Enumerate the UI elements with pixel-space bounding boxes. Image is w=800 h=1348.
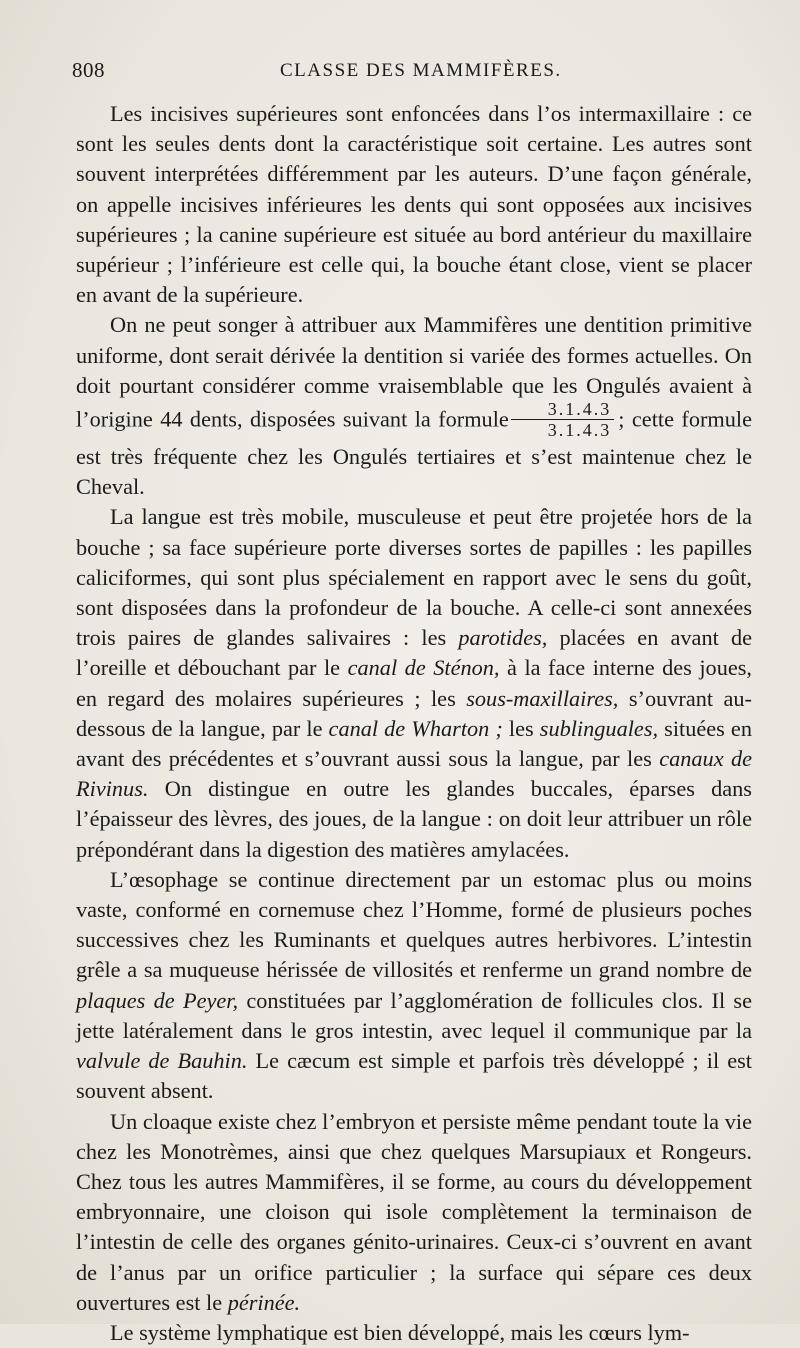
dental-formula-numerator: 3.1.4.3	[511, 399, 615, 420]
paragraph-text: placées en avant de l’oreille et débouchant par le	[76, 625, 753, 681]
paragraph-text: La langue est très mobile, musculeuse et peut être projetée hors de la bouche ; sa face supérieure porte diverses sortes de papilles : les papilles caliciformes, qui sont plus spécialement en rapport avec le sens du goût, sont disposées dans la profondeur de la bouche. A celle-ci sont annexées trois paires de glandes salivaires : les	[76, 504, 752, 651]
paragraph-text: ; cette formule est très fréquente chez les Ongulés tertiaires et s’est maintenue chez le Cheval.	[76, 406, 752, 500]
italic-term: sous-maxillaires,	[466, 685, 619, 711]
italic-term: parotides,	[458, 625, 548, 651]
paragraph-text: constituées par l’agglomération de follicules clos. Il se jette latéralement dans le gros intestin, avec lequel il communique par la	[76, 987, 753, 1043]
paragraph-text: On ne peut songer à attribuer aux Mammifères une dentition primitive uniforme, dont serait dérivée la dentition si variée des formes actuelles. On doit pourtant considérer comme vraisemblable que les Ongulés avaient à l’origine 44 dents, disposées suivant la formule	[76, 312, 752, 432]
paragraph-cloaque	[76, 1107, 752, 1318]
body-text	[76, 99, 752, 1348]
italic-term: valvule de Bauhin.	[76, 1048, 248, 1074]
paragraph-text: On distingue en outre les glandes buccales, éparses dans l’épaisseur des lèvres, des joues, de la langue : on doit leur attribuer un rôle prépondérant dans la digestion des matières amylacées.	[76, 776, 752, 862]
paragraph-dentition	[76, 310, 752, 502]
paragraph-oesophage	[76, 865, 752, 1107]
dental-formula-denominator: 3.1.4.3	[547, 420, 612, 441]
paragraph-text: Les incisives supérieures sont enfoncées dans l’os intermaxillaire : ce sont les seules dents dont la caractéristique soit certaine. Les autres sont souvent interprétées différemment par les auteurs. D’une façon générale, on appelle incisives inférieures les dents qui sont opposées aux incisives supérieures ; la canine supérieure est située au bord antérieur du maxillaire supérieur ; l’inférieure est celle qui, la bouche étant close, vient se placer en avant de la supérieure.	[76, 101, 752, 308]
italic-term: sublinguales,	[539, 715, 659, 741]
italic-term: canaux de Rivinus.	[76, 746, 753, 802]
italic-term: périnée.	[227, 1289, 301, 1315]
running-head: CLASSE DES MAMMIFÈRES.	[280, 60, 562, 81]
paragraph-text: les	[508, 715, 534, 741]
paragraph-lymphatique	[76, 1318, 752, 1348]
paragraph-langue	[76, 502, 752, 864]
paragraph-text: Un cloaque existe chez l’embryon et persiste même pendant toute la vie chez les Monotrèmes, ainsi que chez quelques Marsupiaux et Rongeurs. Chez tous les autres Mammifères, il se forme, au cours du développement embryonnaire, une cloison qui isole complètement la terminaison de l’intestin de celle des organes génito-urinaires. Ceux-ci s’ouvrent en avant de l’anus par un orifice particulier ; la surface qui sépare ces deux ouvertures est le	[76, 1108, 752, 1315]
page-header	[72, 58, 762, 90]
page-number: 808	[72, 58, 105, 82]
paragraph-text: à la face interne des joues, en regard des molaires supérieures ; les	[76, 655, 752, 711]
paragraph-text: Le système lymphatique est bien développé, mais les cœurs lym-	[110, 1319, 690, 1345]
paragraph-text: situées en avant des précédentes et s’ouvrant aussi sous la langue, par les	[76, 715, 752, 772]
italic-term: canal de Wharton ;	[328, 715, 503, 741]
dental-formula	[511, 399, 615, 440]
italic-term: canal de Sténon,	[347, 655, 500, 681]
paragraph-incisives	[76, 99, 752, 310]
italic-term: plaques de Peyer,	[76, 987, 239, 1013]
paragraph-text: L’œsophage se continue directement par un estomac plus ou moins vaste, conformé en cornemuse chez l’Homme, formé de plusieurs poches successives chez les Ruminants et quelques autres herbivores. L’intestin grêle a sa muqueuse hérissée de villosités et renferme un grand nombre de	[76, 866, 752, 983]
paragraph-text: s’ouvrant au-dessous de la langue, par le	[76, 685, 752, 741]
paragraph-text: Le cæcum est simple et parfois très développé ; il est souvent absent.	[76, 1048, 752, 1104]
